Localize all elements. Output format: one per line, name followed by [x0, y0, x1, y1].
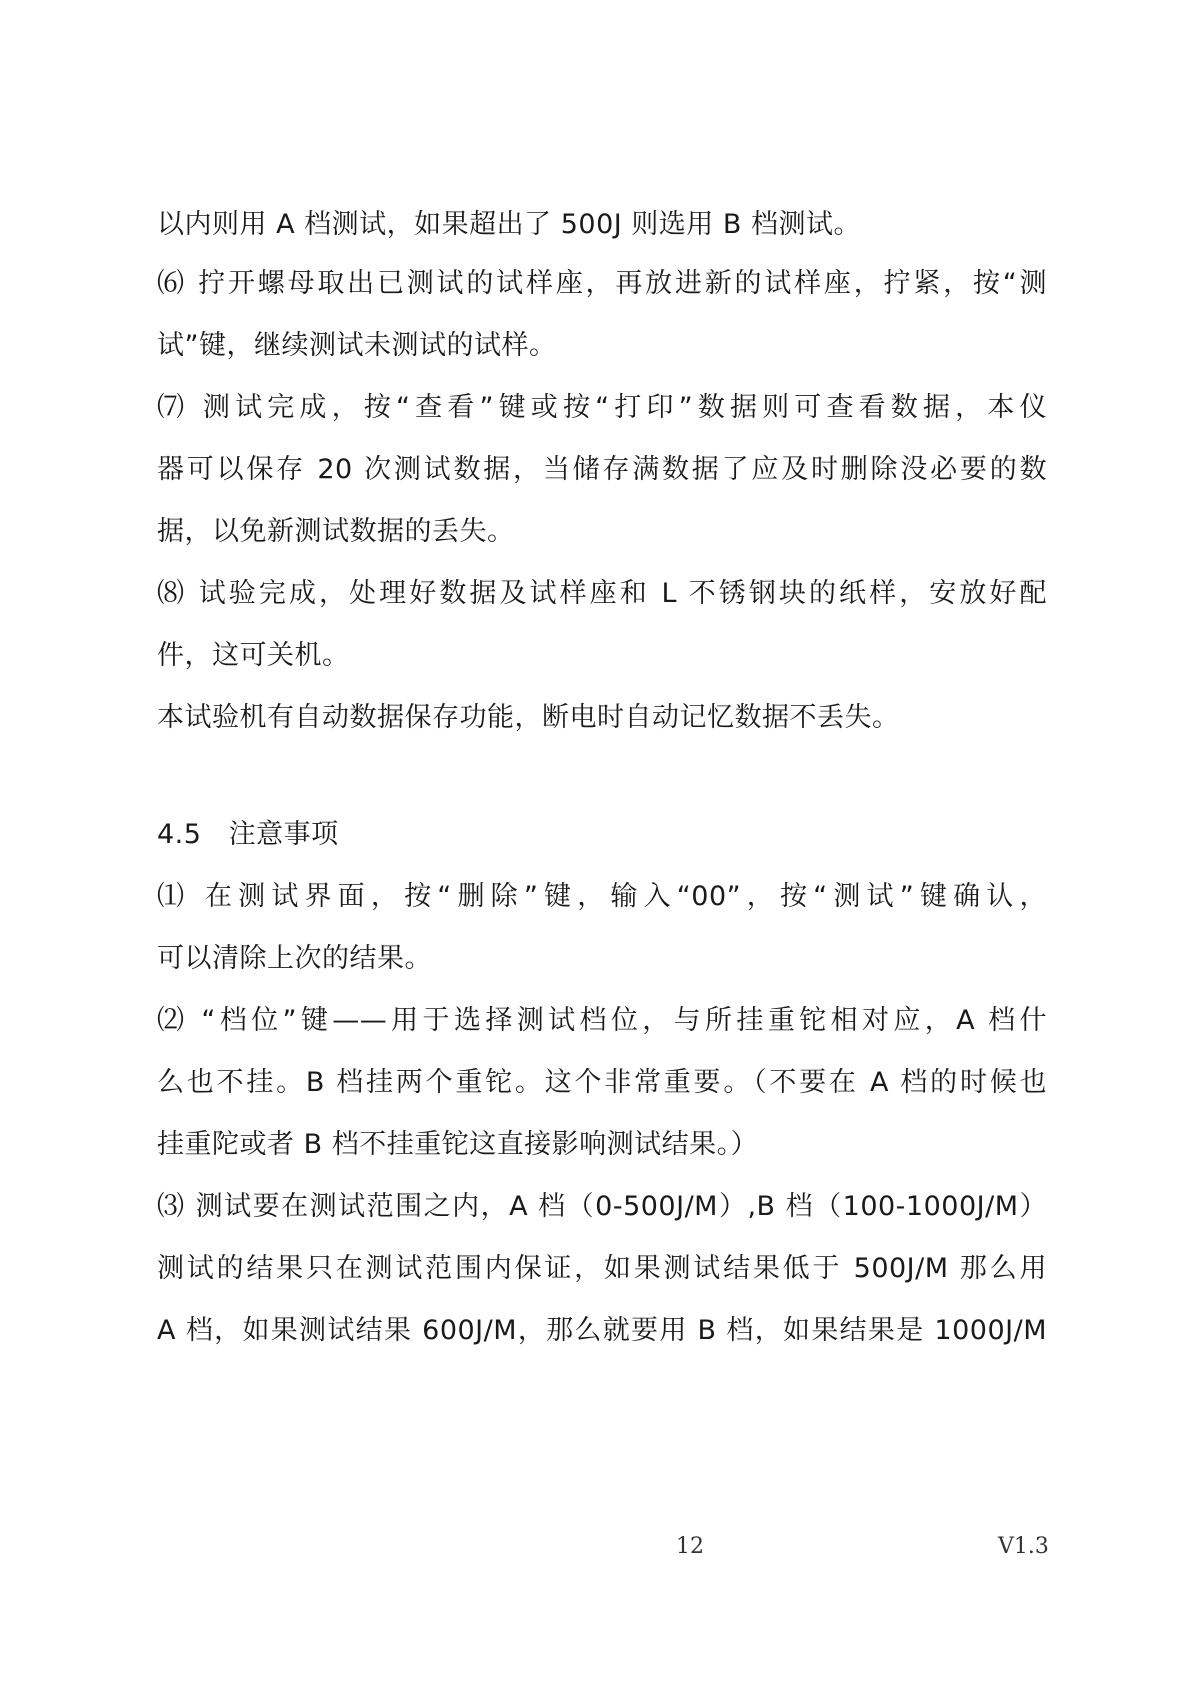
- paragraph-line: 么也不挂。B 档挂两个重铊。这个非常重要。（不要在 A 档的时候也: [157, 1067, 1047, 1098]
- paragraph-line: A 档，如果测试结果 600J/M，那么就要用 B 档，如果结果是 1000J/M: [157, 1315, 1047, 1346]
- paragraph-line: ⑶ 测试要在测试范围之内，A 档（0-500J/M）,B 档（100-1000J/M）: [157, 1191, 1047, 1222]
- paragraph-line: ⑺ 测试完成，按“查看”键或按“打印”数据则可查看数据，本仪: [157, 392, 1047, 423]
- section-heading: 4.5 注意事项: [157, 819, 339, 850]
- paragraph-line: 挂重陀或者 B 档不挂重铊这直接影响测试结果。）: [157, 1129, 759, 1160]
- paragraph-line: ⑹ 拧开螺母取出已测试的试样座，再放进新的试样座，拧紧，按“测: [157, 268, 1047, 299]
- paragraph-line: 器可以保存 20 次测试数据，当储存满数据了应及时删除没必要的数: [157, 454, 1047, 485]
- paragraph-line: 本试验机有自动数据保存功能，断电时自动记忆数据不丢失。: [157, 702, 900, 733]
- paragraph-line: 测试的结果只在测试范围内保证，如果测试结果低于 500J/M 那么用: [157, 1253, 1047, 1284]
- paragraph-line: 据，以免新测试数据的丢失。: [157, 516, 515, 547]
- paragraph-line: ⑴ 在测试界面，按“删除”键，输入“00”，按“测试”键确认，: [157, 881, 1047, 912]
- paragraph-line: 以内则用 A 档测试，如果超出了 500J 则选用 B 档测试。: [157, 209, 861, 240]
- paragraph-line: ⑵ “档位”键——用于选择测试档位，与所挂重铊相对应，A 档什: [157, 1005, 1047, 1036]
- paragraph-line: 试”键，继续测试未测试的试样。: [157, 330, 557, 361]
- paragraph-line: ⑻ 试验完成，处理好数据及试样座和 L 不锈钢块的纸样，安放好配: [157, 578, 1047, 609]
- page-number: 12: [676, 1534, 704, 1559]
- paragraph-line: 件，这可关机。: [157, 640, 350, 671]
- version-label: V1.3: [998, 1534, 1049, 1559]
- paragraph-line: 可以清除上次的结果。: [157, 943, 432, 974]
